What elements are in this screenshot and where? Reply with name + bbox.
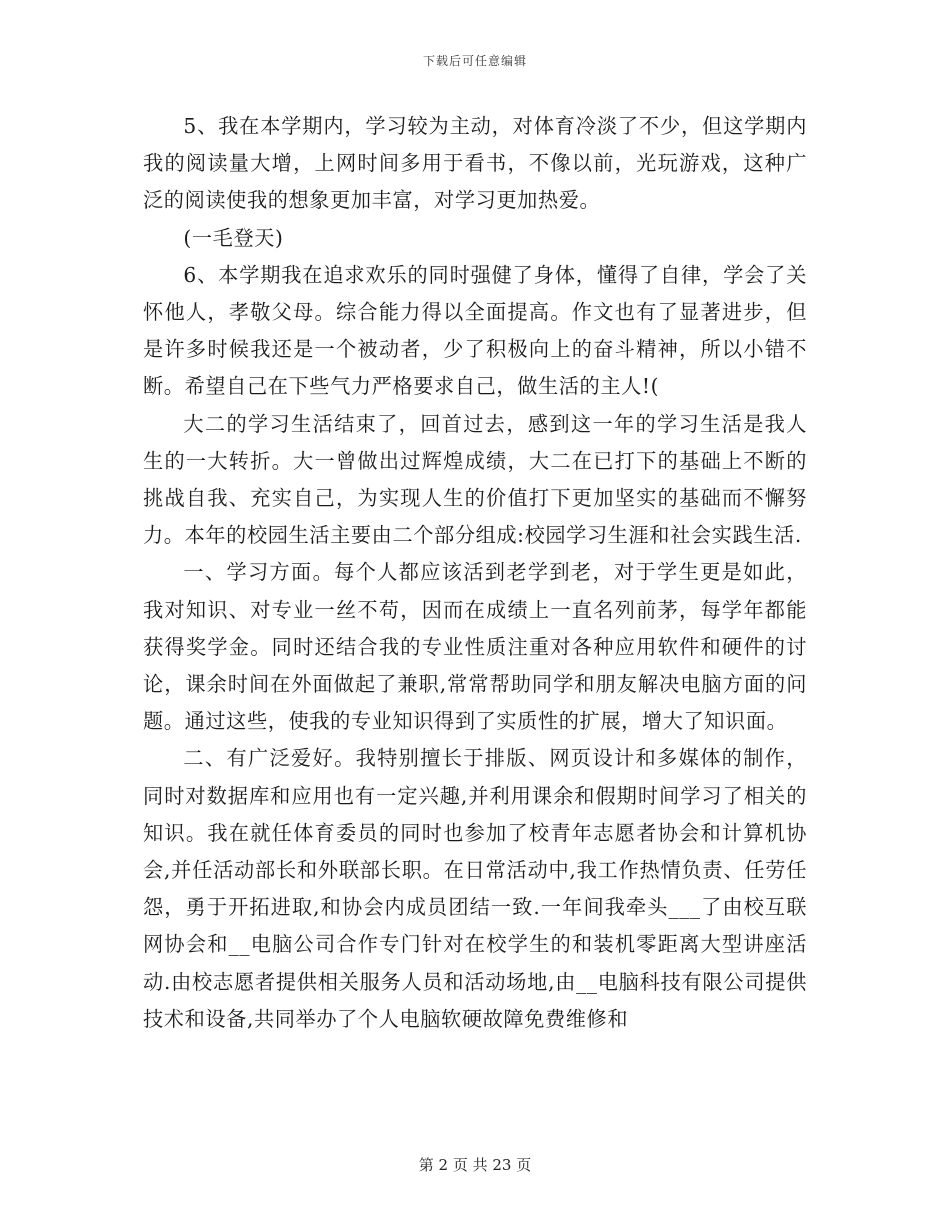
document-body bbox=[143, 108, 807, 1038]
paragraph-hobbies-section: 二、有广泛爱好。我特别擅长于排版、网页设计和多媒体的制作，同时对数据库和应用也有一定兴趣,并利用课余和假期时间学习了相关的知识。我在就任体育委员的同时也参加了校青年志愿者协会和计算机协会,并任活动部长和外联部长职。在日常活动中,我工作热情负责、任劳任怨，勇于开拓进取,和协会内成员团结一致.一年间我牵头___了由校互联网协会和__电脑公司合作专门针对在校学生的和装机零距离大型讲座活动.由校志愿者提供相关服务人员和活动场地,由__电脑科技有限公司提供技术和设备,共同举办了个人电脑软硬故障免费维修和 bbox=[143, 746, 807, 1031]
paragraph-5: 5、我在本学期内，学习较为主动，对体育冷淡了不少，但这学期内我的阅读量大增，上网时间多用于看书，不像以前，光玩游戏，这种广泛的阅读使我的想象更加丰富，对学习更加热爱。 bbox=[143, 114, 807, 213]
page-header: 下载后可任意编辑 bbox=[422, 54, 527, 68]
paragraph-6: 6、本学期我在追求欢乐的同时强健了身体，懂得了自律，学会了关怀他人，孝敬父母。综合能力得以全面提高。作文也有了显著进步，但是许多时候我还是一个被动者，少了积极向上的奋斗精神，所以小错不断。希望自己在下些气力严格要求自己，做生活的主人!( bbox=[143, 262, 807, 399]
paragraph-sophomore-summary: 大二的学习生活结束了，回首过去，感到这一年的学习生活是我人生的一大转折。大一曾做出过辉煌成绩，大二在已打下的基础上不断的挑战自我、充实自己，为实现人生的价值打下更加坚实的基础而不懈努力。本年的校园生活主要由二个部分组成:校园学习生涯和社会实践生活. bbox=[143, 411, 807, 548]
page-number-footer: 第 2 页 共 23 页 bbox=[418, 1156, 532, 1174]
paragraph-study-section: 一、学习方面。每个人都应该活到老学到老，对于学生更是如此，我对知识、对专业一丝不苟，因而在成绩上一直名列前茅，每学年都能获得奖学金。同时还结合我的专业性质注重对各种应用软件和硬件的讨论，课余时间在外面做起了兼职,常常帮助同学和朋友解决电脑方面的问题。通过这些，使我的专业知识得到了实质性的扩展，增大了知识面。 bbox=[143, 560, 807, 734]
paragraph-note: (一毛登天) bbox=[183, 225, 284, 250]
